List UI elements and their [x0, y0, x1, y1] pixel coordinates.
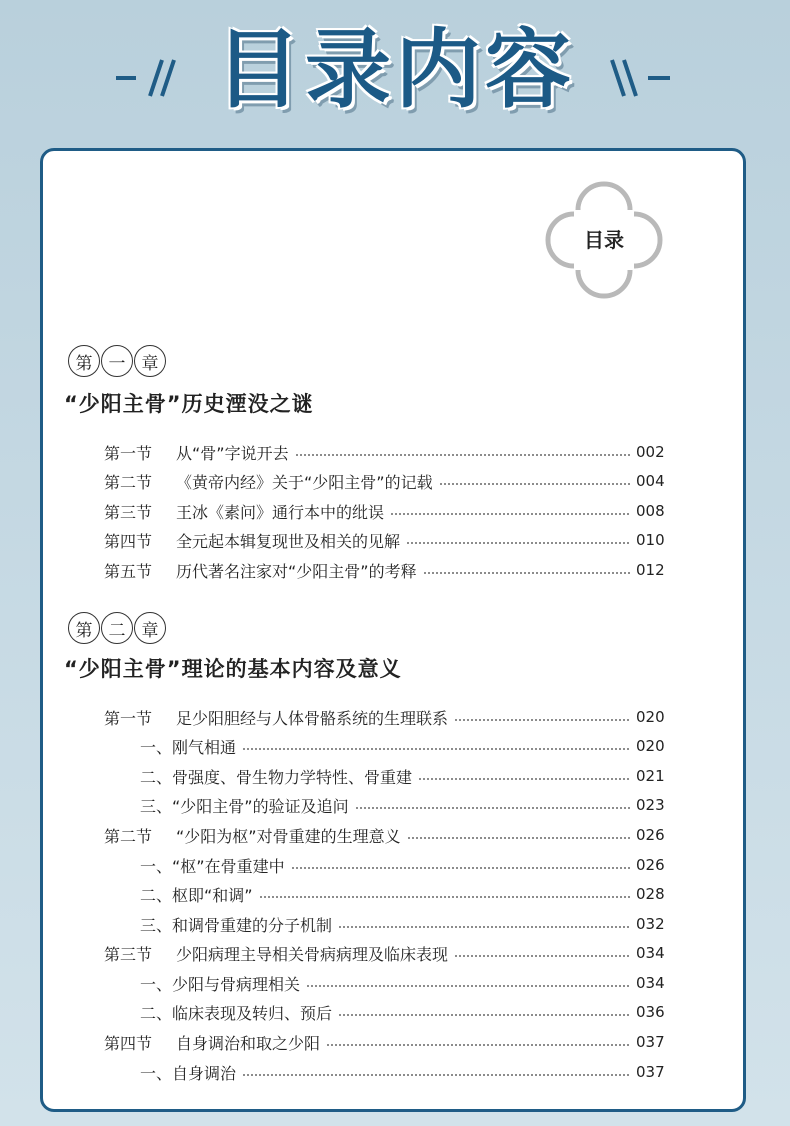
toc-page-number: 032: [636, 915, 665, 933]
toc-subentry[interactable]: [140, 763, 664, 789]
toc-entry-title: 二、骨强度、骨生物力学特性、骨重建: [140, 767, 413, 787]
slash-ornament-left-icon: [110, 52, 180, 102]
toc-entry[interactable]: [104, 1029, 664, 1055]
toc-entry-title: 三、和调骨重建的分子机制: [140, 915, 333, 935]
chapter-1-title: “少阳主骨”历史湮没之谜: [64, 392, 314, 416]
toc-section-label: 第一节: [104, 443, 153, 463]
toc-entry-title: 二、临床表现及转归、预后: [140, 1003, 333, 1023]
dot-leader: [291, 867, 630, 869]
toc-entry-title: 二、枢即“和调”: [140, 885, 253, 905]
dot-leader: [338, 926, 630, 928]
dot-leader: [439, 483, 630, 485]
dot-leader: [295, 454, 630, 456]
chapter-1-label: [68, 345, 166, 377]
toc-page-number: 023: [636, 796, 665, 814]
toc-entry-title: 一、少阳与骨病理相关: [140, 974, 301, 994]
toc-entry-title: 王冰《素问》通行本中的纰误: [176, 502, 385, 522]
dot-leader: [326, 1044, 630, 1046]
dot-leader: [355, 807, 630, 809]
toc-section-label: 第二节: [104, 826, 153, 846]
toc-entry[interactable]: [104, 468, 664, 494]
toc-subentry[interactable]: [140, 1059, 664, 1085]
toc-subentry[interactable]: [140, 999, 664, 1025]
dot-leader: [418, 778, 630, 780]
dot-leader: [338, 1014, 630, 1016]
chapter-label-char: 第: [68, 612, 100, 644]
toc-entry-title: 历代著名注家对“少阳主骨”的考释: [176, 561, 417, 581]
toc-section-label: 第一节: [104, 708, 153, 728]
toc-badge-label: 目录: [584, 228, 624, 252]
toc-page-number: 034: [636, 944, 665, 962]
toc-entry-title: 一、“枢”在骨重建中: [140, 856, 285, 876]
toc-page-number: 004: [636, 472, 665, 490]
toc-entry-title: 一、刚气相通: [140, 737, 237, 757]
toc-page-number: 021: [636, 767, 665, 785]
toc-entry-title: 足少阳胆经与人体骨骼系统的生理联系: [176, 708, 449, 728]
toc-entry-title: 三、“少阳主骨”的验证及追问: [140, 796, 349, 816]
toc-page-number: 008: [636, 502, 665, 520]
toc-page-number: 010: [636, 531, 665, 549]
toc-section-label: 第二节: [104, 472, 153, 492]
toc-section-label: 第四节: [104, 531, 153, 551]
toc-subentry[interactable]: [140, 852, 664, 878]
toc-page-number: 037: [636, 1033, 665, 1051]
toc-section-label: 第四节: [104, 1033, 153, 1053]
toc-page-number: 036: [636, 1003, 665, 1021]
toc-page-number: 012: [636, 561, 665, 579]
chapter-label-char: 一: [101, 345, 133, 377]
chapter-label-char: 章: [134, 345, 166, 377]
toc-page-number: 026: [636, 856, 665, 874]
chapter-2-title: “少阳主骨”理论的基本内容及意义: [64, 657, 402, 681]
toc-page-number: 026: [636, 826, 665, 844]
chapter-2-label: [68, 612, 166, 644]
dot-leader: [390, 513, 630, 515]
toc-entry-title: 少阳病理主导相关骨病病理及临床表现: [176, 944, 449, 964]
toc-entry[interactable]: [104, 527, 664, 553]
toc-page-number: 002: [636, 443, 665, 461]
dot-leader: [406, 542, 630, 544]
toc-entry-title: “少阳为枢”对骨重建的生理意义: [176, 826, 401, 846]
toc-entry[interactable]: [104, 498, 664, 524]
toc-page-number: 020: [636, 708, 665, 726]
dot-leader: [306, 985, 630, 987]
page-title: 目录内容: [215, 20, 575, 120]
dot-leader: [423, 572, 630, 574]
dot-leader: [407, 837, 630, 839]
toc-entry-title: 《黄帝内经》关于“少阳主骨”的记载: [176, 472, 433, 492]
toc-subentry[interactable]: [140, 911, 664, 937]
toc-subentry[interactable]: [140, 970, 664, 996]
toc-entry-title: 一、自身调治: [140, 1063, 237, 1083]
slash-ornament-right-icon: [608, 52, 678, 102]
toc-entry[interactable]: [104, 704, 664, 730]
toc-entry[interactable]: [104, 822, 664, 848]
dot-leader: [242, 748, 630, 750]
chapter-label-char: 第: [68, 345, 100, 377]
chapter-label-char: 二: [101, 612, 133, 644]
dot-leader: [259, 896, 630, 898]
toc-page-number: 034: [636, 974, 665, 992]
toc-entry[interactable]: [104, 940, 664, 966]
toc-page-number: 020: [636, 737, 665, 755]
toc-section-label: 第五节: [104, 561, 153, 581]
toc-entry-title: 自身调治和取之少阳: [176, 1033, 321, 1053]
toc-subentry[interactable]: [140, 881, 664, 907]
toc-page-number: 037: [636, 1063, 665, 1081]
toc-entry-title: 全元起本辑复现世及相关的见解: [176, 531, 401, 551]
dot-leader: [454, 955, 630, 957]
dot-leader: [242, 1074, 630, 1076]
toc-subentry[interactable]: [140, 733, 664, 759]
toc-page-number: 028: [636, 885, 665, 903]
chapter-label-char: 章: [134, 612, 166, 644]
dot-leader: [454, 719, 630, 721]
toc-subentry[interactable]: [140, 792, 664, 818]
toc-entry[interactable]: [104, 557, 664, 583]
toc-entry-title: 从“骨”字说开去: [176, 443, 289, 463]
toc-section-label: 第三节: [104, 502, 153, 522]
toc-entry[interactable]: [104, 439, 664, 465]
page-header: [0, 0, 790, 140]
toc-section-label: 第三节: [104, 944, 153, 964]
